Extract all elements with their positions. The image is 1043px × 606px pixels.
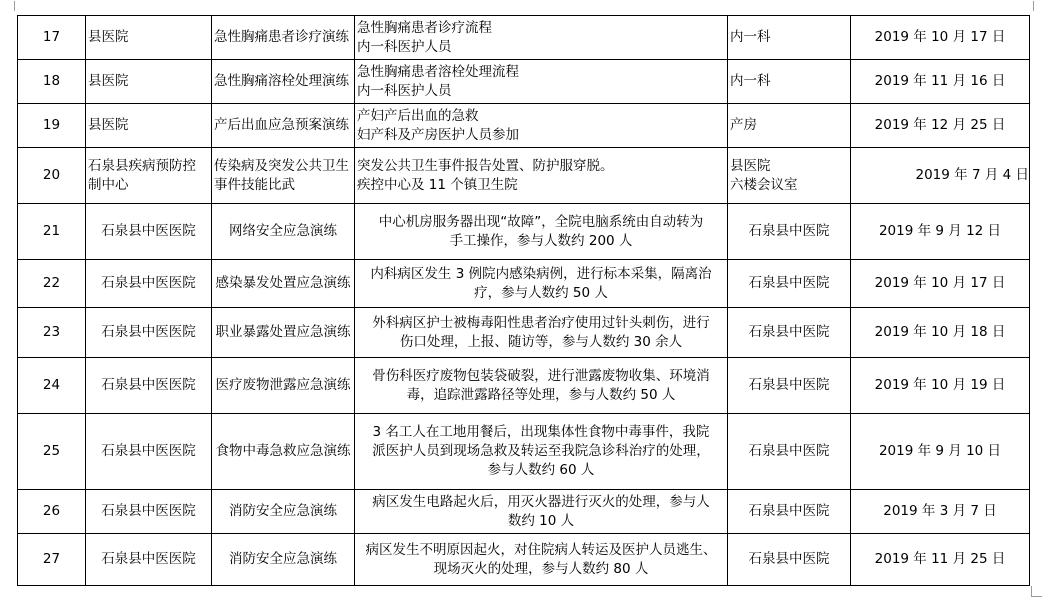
content-line: 产妇产后出血的急救	[357, 107, 479, 124]
drill-name-cell	[212, 148, 355, 204]
drill-date: 2019 年 9 月 12 日	[878, 223, 1002, 239]
page-top-edge	[0, 0, 1043, 15]
date-cell	[851, 148, 1030, 204]
table-row	[18, 490, 1030, 534]
drill-date: 2019 年 12 月 25 日	[874, 117, 1006, 133]
date-cell	[851, 534, 1030, 586]
row-number: 20	[42, 167, 61, 183]
row-number: 27	[42, 551, 61, 567]
corner-mark-right	[1033, 1, 1043, 11]
place-name: 石泉县中医院	[748, 503, 830, 519]
content-line: 毒，追踪泄露路径等处理，参与人数约 50 人	[406, 386, 676, 403]
place-name: 县医院	[730, 157, 771, 174]
content-line: 内一科医护人员	[357, 38, 452, 55]
unit-name: 石泉县中医医院	[101, 223, 196, 239]
place-cell	[728, 204, 851, 260]
content-line: 手工操作，参与人数约 200 人	[449, 232, 633, 249]
unit-name: 石泉县中医医院	[101, 377, 196, 393]
table-row	[18, 148, 1030, 204]
date-cell	[851, 358, 1030, 414]
content-line: 数约 10 人	[507, 512, 575, 529]
unit-cell	[86, 148, 212, 204]
row-number-cell	[18, 60, 86, 104]
table-body	[18, 16, 1030, 586]
place-name: 内一科	[730, 29, 771, 45]
content-line: 内科病区发生 3 例院内感染病例，进行标本采集，隔离治	[370, 265, 712, 282]
place-name: 六楼会议室	[730, 176, 798, 193]
unit-name: 石泉县中医医院	[101, 443, 196, 459]
place-cell	[728, 16, 851, 60]
unit-cell	[86, 358, 212, 414]
row-number-cell	[18, 204, 86, 260]
place-cell	[728, 260, 851, 308]
drill-name-cell	[212, 204, 355, 260]
row-number-cell	[18, 308, 86, 358]
content-line: 派医护人员到现场急救及转运至我院急诊科治疗的处理，	[372, 443, 710, 459]
unit-cell	[86, 490, 212, 534]
content-line: 病区发生不明原因起火，对住院病人转运及医护人员逃生、	[365, 541, 717, 558]
date-cell	[851, 104, 1030, 148]
drill-name: 急性胸痛患者诊疗演练	[214, 29, 349, 45]
drill-name-cell	[212, 414, 355, 490]
content-line: 参与人数约 60 人	[487, 462, 595, 478]
content-line: 疗，参与人数约 50 人	[474, 284, 608, 301]
drill-name: 传染病及突发公共卫生事件技能比武	[214, 157, 349, 193]
content-cell	[355, 104, 728, 148]
content-cell	[355, 204, 728, 260]
drill-name-cell	[212, 490, 355, 534]
row-number: 24	[42, 377, 61, 393]
place-cell	[728, 534, 851, 586]
unit-cell	[86, 414, 212, 490]
content-cell	[355, 414, 728, 490]
content-line: 外科病区护士被梅毒阳性患者治疗使用过针头刺伤，进行	[372, 314, 710, 331]
unit-cell	[86, 204, 212, 260]
content-cell	[355, 358, 728, 414]
content-cell	[355, 534, 728, 586]
row-number-cell	[18, 260, 86, 308]
drill-name: 产后出血应急预案演练	[214, 117, 349, 133]
date-cell	[851, 16, 1030, 60]
date-cell	[851, 204, 1030, 260]
drill-date: 2019 年 10 月 19 日	[874, 377, 1006, 393]
date-cell	[851, 308, 1030, 358]
row-number-cell	[18, 534, 86, 586]
drill-date: 2019 年 7 月 4 日	[915, 167, 1029, 183]
row-number-cell	[18, 358, 86, 414]
row-number: 22	[42, 275, 61, 291]
unit-name: 县医院	[88, 117, 129, 133]
drill-name: 消防安全应急演练	[229, 551, 337, 567]
drill-date: 2019 年 11 月 16 日	[874, 73, 1006, 89]
drill-name: 感染暴发处置应急演练	[215, 275, 351, 291]
date-cell	[851, 414, 1030, 490]
content-line: 急性胸痛患者溶栓处理流程	[357, 63, 519, 80]
unit-name: 石泉县中医医院	[101, 275, 196, 291]
unit-name: 县医院	[88, 29, 129, 45]
drill-date: 2019 年 10 月 17 日	[874, 29, 1006, 45]
unit-cell	[86, 16, 212, 60]
row-number-cell	[18, 490, 86, 534]
table-row	[18, 204, 1030, 260]
place-name: 石泉县中医院	[748, 275, 830, 291]
row-number: 21	[42, 223, 61, 239]
table-row	[18, 534, 1030, 586]
content-line: 妇产科及产房医护人员参加	[357, 126, 519, 143]
drill-date: 2019 年 3 月 7 日	[883, 503, 997, 519]
row-number: 19	[42, 117, 61, 133]
unit-cell	[86, 260, 212, 308]
drill-name: 职业暴露处置应急演练	[215, 324, 351, 340]
content-cell	[355, 490, 728, 534]
row-number-cell	[18, 104, 86, 148]
drill-name: 消防安全应急演练	[229, 503, 337, 519]
corner-mark-left	[4, 1, 15, 11]
drill-name-cell	[212, 16, 355, 60]
unit-name: 石泉县疾病预防控制中心	[88, 157, 196, 193]
row-number-cell	[18, 148, 86, 204]
table-row	[18, 104, 1030, 148]
drill-name: 食物中毒急救应急演练	[215, 443, 351, 459]
unit-name: 县医院	[88, 73, 129, 89]
drill-name-cell	[212, 104, 355, 148]
content-line: 内一科医护人员	[357, 82, 452, 99]
place-name: 石泉县中医院	[748, 223, 830, 239]
content-line: 现场灭火的处理，参与人数约 80 人	[433, 560, 649, 577]
drill-name: 急性胸痛溶栓处理演练	[214, 73, 349, 89]
table-row	[18, 414, 1030, 490]
unit-cell	[86, 308, 212, 358]
place-cell	[728, 490, 851, 534]
row-number-cell	[18, 16, 86, 60]
unit-name: 石泉县中医医院	[101, 503, 196, 519]
date-cell	[851, 260, 1030, 308]
drill-name: 网络安全应急演练	[229, 223, 337, 239]
drill-date: 2019 年 9 月 10 日	[878, 443, 1002, 459]
date-cell	[851, 490, 1030, 534]
drill-name-cell	[212, 308, 355, 358]
row-number: 26	[42, 503, 61, 519]
content-cell	[355, 148, 728, 204]
place-name: 内一科	[730, 73, 771, 89]
unit-cell	[86, 534, 212, 586]
drill-name: 医疗废物泄露应急演练	[215, 377, 351, 393]
unit-name: 石泉县中医医院	[101, 551, 196, 567]
place-cell	[728, 414, 851, 490]
place-cell	[728, 148, 851, 204]
row-number: 25	[42, 443, 61, 459]
place-cell	[728, 104, 851, 148]
drill-name-cell	[212, 358, 355, 414]
place-name: 产房	[730, 117, 757, 133]
drill-name-cell	[212, 60, 355, 104]
drill-date: 2019 年 10 月 18 日	[874, 324, 1006, 340]
row-number: 17	[42, 29, 61, 45]
place-name: 石泉县中医院	[748, 324, 830, 340]
unit-cell	[86, 104, 212, 148]
date-cell	[851, 60, 1030, 104]
place-name: 石泉县中医院	[748, 377, 830, 393]
drill-name-cell	[212, 260, 355, 308]
content-line: 3 名工人在工地用餐后，出现集体性食物中毒事件，我院	[372, 424, 710, 440]
row-number: 18	[42, 73, 61, 89]
content-line: 急性胸痛患者诊疗流程	[357, 19, 492, 36]
unit-cell	[86, 60, 212, 104]
drill-name-cell	[212, 534, 355, 586]
content-line: 疾控中心及 11 个镇卫生院	[357, 176, 518, 193]
content-cell	[355, 308, 728, 358]
table-row	[18, 60, 1030, 104]
content-line: 突发公共卫生事件报告处置、防护服穿脱。	[357, 157, 614, 174]
place-cell	[728, 60, 851, 104]
row-number-cell	[18, 414, 86, 490]
corner-mark-bottom-right	[1031, 586, 1042, 597]
content-line: 病区发生电路起火后，用灭火器进行灭火的处理，参与人	[372, 493, 710, 510]
content-cell	[355, 260, 728, 308]
drill-schedule-table	[17, 15, 1030, 586]
drill-date: 2019 年 10 月 17 日	[874, 275, 1006, 291]
content-cell	[355, 16, 728, 60]
place-name: 石泉县中医院	[748, 443, 830, 459]
content-line: 骨伤科医疗废物包装袋破裂，进行泄露废物收集、环境消	[372, 367, 710, 384]
table-row	[18, 358, 1030, 414]
table-row	[18, 308, 1030, 358]
place-cell	[728, 358, 851, 414]
row-number: 23	[42, 324, 61, 340]
place-cell	[728, 308, 851, 358]
unit-name: 石泉县中医医院	[101, 324, 196, 340]
content-cell	[355, 60, 728, 104]
place-name: 石泉县中医院	[748, 551, 830, 567]
content-line: 中心机房服务器出现“故障”，全院电脑系统由自动转为	[378, 213, 704, 230]
table-row	[18, 260, 1030, 308]
content-line: 伤口处理，上报、随访等，参与人数约 30 余人	[399, 333, 683, 350]
table-row	[18, 16, 1030, 60]
drill-date: 2019 年 11 月 25 日	[874, 551, 1006, 567]
